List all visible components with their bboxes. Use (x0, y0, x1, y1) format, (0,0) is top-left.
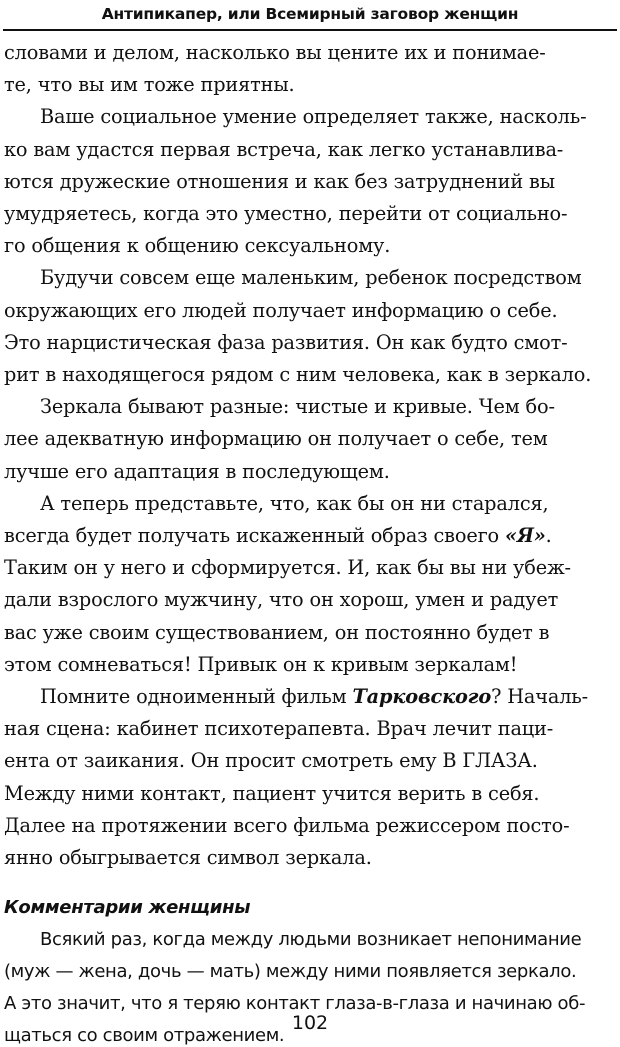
text-line (4, 295, 614, 327)
text-run: янно обыгрывается символ зеркала. (4, 846, 372, 870)
text-run: А теперь представьте, что, как бы он ни старался, (40, 491, 549, 515)
text-line (4, 101, 614, 133)
text-run: этом сомневаться! Привык он к кривым зеркалам! (4, 652, 518, 676)
text-run: ко вам удастся первая встреча, как легко устанавлива- (4, 137, 564, 161)
text-line (4, 713, 614, 745)
text-line (4, 359, 614, 391)
text-run: те, что вы им тоже приятны. (4, 73, 295, 97)
text-run: Между ними контакт, пациент учится верить в себя. (4, 781, 540, 805)
emphasis: Тарковского (352, 685, 492, 709)
text-run: . (545, 524, 552, 548)
running-head: Антипикапер, или Всемирный заговор женщин (101, 5, 519, 23)
text-run: Будучи совсем еще маленьким, ребенок посредством (40, 266, 582, 290)
text-line (4, 810, 614, 842)
text-run: (муж — жена, дочь — мать) между ними появляется зеркало. (4, 961, 577, 983)
body-text (4, 37, 614, 1047)
text-line (4, 166, 614, 198)
text-line (4, 69, 614, 101)
text-run: умудряетесь, когда это уместно, перейти от социально- (4, 202, 568, 226)
text-line (4, 391, 614, 423)
text-run: рит в находящегося рядом с ним человека, как в зеркало. (4, 363, 592, 387)
text-line (4, 649, 614, 681)
text-run: дали взрослого мужчину, что он хорош, умен и радует (4, 588, 559, 612)
text-line (4, 552, 614, 584)
paragraph (4, 681, 614, 874)
text-run: ента от заикания. Он просит смотреть ему В ГЛАЗА. (4, 749, 538, 773)
emphasis: «Я» (504, 524, 546, 548)
paragraph (4, 488, 614, 681)
text-line (4, 37, 614, 69)
text-line (4, 230, 614, 262)
text-line (4, 956, 614, 988)
text-run: ная сцена: кабинет психотерапевта. Врач лечит паци- (4, 717, 554, 741)
text-run: ? Началь- (491, 685, 589, 709)
text-line (4, 584, 614, 616)
text-run: вас уже своим существованием, он постоянно будет в (4, 620, 550, 644)
text-run: Это нарцистическая фаза развития. Он как будто смот- (4, 330, 568, 354)
text-line (4, 134, 614, 166)
text-run: Всякий раз, когда между людьми возникает непонимание (40, 929, 582, 951)
text-run: щаться со своим отражением. (4, 1025, 285, 1047)
paragraph (4, 101, 614, 262)
page-number: 102 (291, 1012, 329, 1034)
text-line (4, 778, 614, 810)
text-line (4, 520, 614, 552)
paragraph (4, 37, 614, 101)
text-run: Далее на протяжении всего фильма режиссером посто- (4, 813, 570, 837)
main-paragraphs (4, 37, 614, 874)
text-line (4, 842, 614, 874)
text-line (4, 488, 614, 520)
text-line (4, 681, 614, 713)
text-run: лучше его адаптация в последующем. (4, 459, 390, 483)
text-run: Зеркала бывают разные: чистые и кривые. Чем бо- (40, 395, 555, 419)
comments-heading: Комментарии женщины (4, 897, 251, 919)
text-run: Ваше социальное умение определяет также, насколь- (40, 105, 587, 129)
text-run: А это значит, что я теряю контакт глаза-в-глаза и начинаю об- (4, 993, 586, 1015)
text-line (4, 617, 614, 649)
text-line (4, 456, 614, 488)
text-line (4, 745, 614, 777)
text-line (4, 423, 614, 455)
text-line (4, 262, 614, 294)
text-line (4, 327, 614, 359)
paragraph (4, 262, 614, 391)
paragraph (4, 391, 614, 488)
text-run: го общения к общению сексуальному. (4, 234, 391, 258)
text-run: всегда будет получать искаженный образ своего (4, 524, 505, 548)
text-run: Таким он у него и сформируется. И, как бы вы ни убеж- (4, 556, 571, 580)
text-run: словами и делом, насколько вы цените их и понимае- (4, 41, 546, 64)
text-run: Помните одноименный фильм (40, 685, 353, 709)
header-rule (3, 29, 617, 31)
text-line (4, 198, 614, 230)
text-run: окружающих его людей получает информацию о себе. (4, 298, 558, 322)
text-run: ются дружеские отношения и как без затруднений вы (4, 169, 555, 193)
text-run: лее адекватную информацию он получает о себе, тем (4, 427, 548, 451)
text-line (4, 924, 614, 956)
